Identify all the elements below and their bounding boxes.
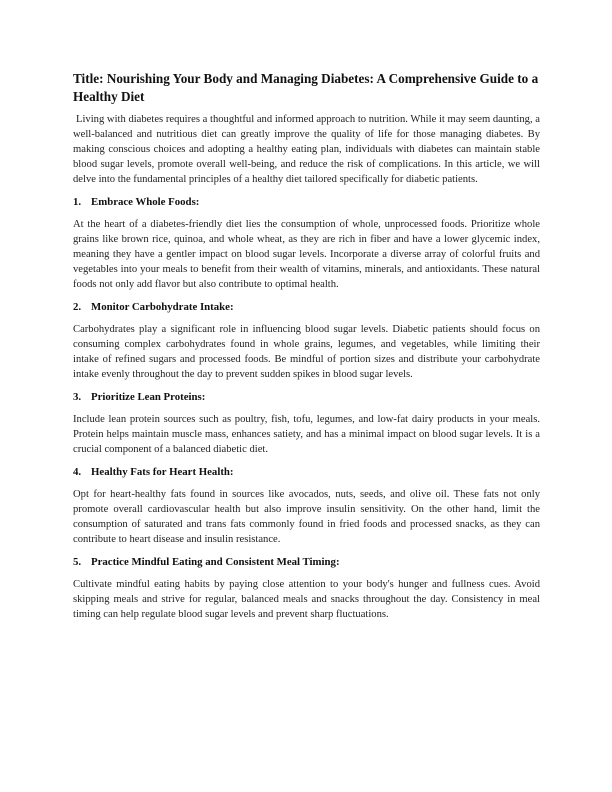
intro-paragraph: Living with diabetes requires a thoughtful and informed approach to nutrition. While it may seem daunting, a well-balanced and nutritious diet can greatly improve the quality of life for those managing diabetes. By making conscious choices and adopting a healthy eating plan, individuals with diabetes can maintain stable blood sugar levels, promote overall well-being, and reduce the risk of complications. In this article, we will delve into the fundamental principles of a healthy diet tailored specifically for diabetic patients. bbox=[73, 114, 540, 185]
section-body: Include lean protein sources such as poultry, fish, tofu, legumes, and low-fat dairy products in your meals. Protein helps maintain muscle mass, enhances satiety, and has a minimal impact on blood sugar levels. It is a crucial component of a balanced diabetic diet. bbox=[73, 414, 540, 455]
section-title: Prioritize Lean Proteins: bbox=[91, 391, 206, 403]
section-title: Practice Mindful Eating and Consistent Meal Timing: bbox=[91, 556, 340, 568]
section-healthy-fats bbox=[73, 465, 540, 547]
section-number: 4. bbox=[73, 466, 82, 478]
section-heading bbox=[73, 390, 540, 405]
section-title: Healthy Fats for Heart Health: bbox=[91, 466, 234, 478]
section-body: Cultivate mindful eating habits by paying close attention to your body's hunger and fullness cues. Avoid skipping meals and strive for regular, balanced meals and snacks throughout the day. Consistency in meal timing can help regulate blood sugar levels and prevent sharp fluctuations. bbox=[73, 579, 540, 620]
section-prioritize-lean-proteins bbox=[73, 390, 540, 457]
section-number: 3. bbox=[73, 391, 82, 403]
section-body: Carbohydrates play a significant role in influencing blood sugar levels. Diabetic patients should focus on consuming complex carbohydrates found in whole grains, legumes, and vegetables, while limiting their intake of refined sugars and processed foods. Be mindful of portion sizes and distribute your carbohydrate intake evenly throughout the day to prevent sudden spikes in blood sugar levels. bbox=[73, 324, 540, 380]
section-body: At the heart of a diabetes-friendly diet lies the consumption of whole, unprocessed foods. Prioritize whole grains like brown rice, quinoa, and whole wheat, as they are rich in fiber and have a lower glycemic index, meaning they have a gentler impact on blood sugar levels. Incorporate a diverse array of colorful fruits and vegetables into your meals to benefit from their wealth of vitamins, minerals, and antioxidants. These natural foods not only add flavor but also contribute to optimal health. bbox=[73, 219, 540, 290]
section-mindful-eating bbox=[73, 555, 540, 622]
section-title: Embrace Whole Foods: bbox=[91, 196, 200, 208]
document-title: Title: Nourishing Your Body and Managing Diabetes: A Comprehensive Guide to a Healthy Diet bbox=[73, 71, 539, 104]
section-title: Monitor Carbohydrate Intake: bbox=[91, 301, 234, 313]
section-heading bbox=[73, 555, 540, 570]
document-page bbox=[73, 70, 540, 630]
section-monitor-carbohydrate-intake bbox=[73, 300, 540, 382]
section-embrace-whole-foods bbox=[73, 195, 540, 292]
section-heading bbox=[73, 195, 540, 210]
section-number: 1. bbox=[73, 196, 82, 208]
section-body: Opt for heart-healthy fats found in sources like avocados, nuts, seeds, and olive oil. These fats not only promote overall cardiovascular health but also improve insulin sensitivity. On the other hand, limit the consumption of saturated and trans fats commonly found in fried foods and processed snacks, as they can contribute to heart disease and insulin resistance. bbox=[73, 489, 540, 545]
section-number: 5. bbox=[73, 556, 82, 568]
section-number: 2. bbox=[73, 301, 82, 313]
section-heading bbox=[73, 465, 540, 480]
section-heading bbox=[73, 300, 540, 315]
